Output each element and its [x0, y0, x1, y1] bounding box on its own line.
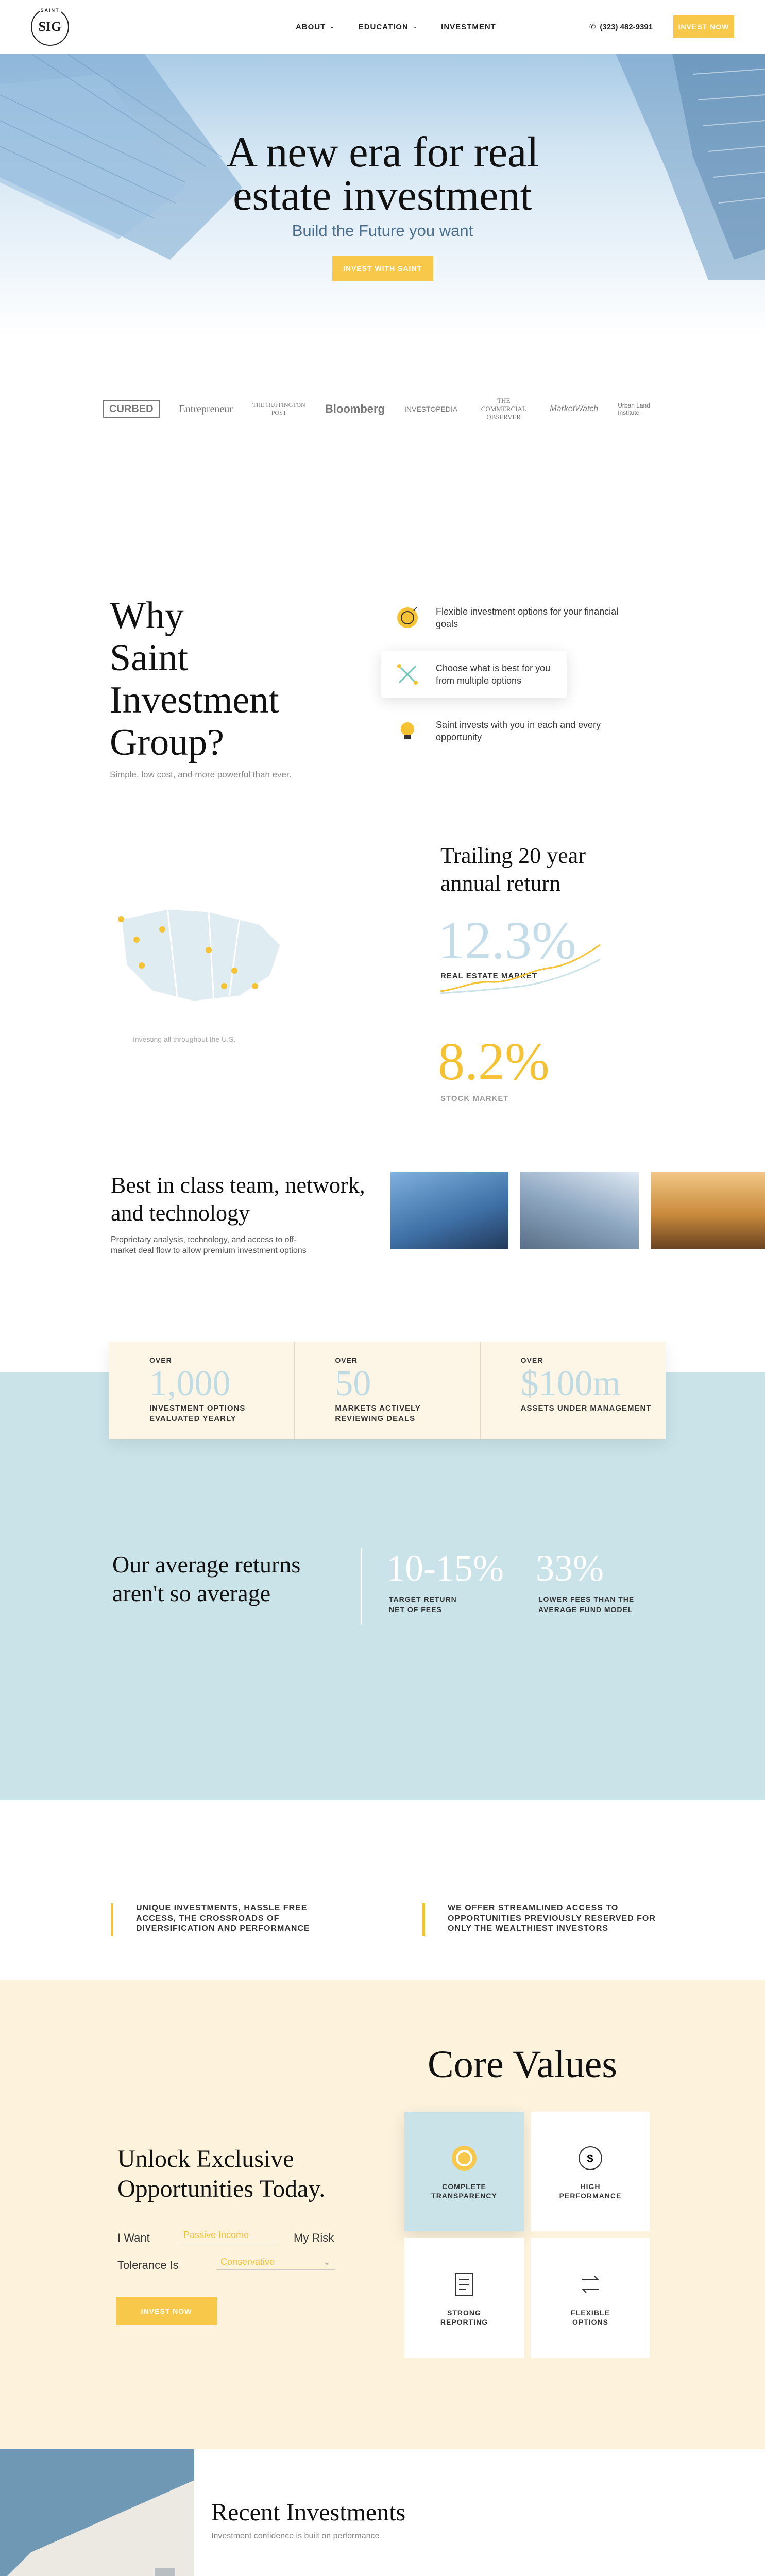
nav-investment[interactable]: INVESTMENT: [441, 22, 496, 31]
press-logos: [0, 337, 765, 481]
stock-return: 8.2%: [438, 1032, 550, 1091]
returns-title: Trailing 20 year annual return: [440, 843, 586, 896]
core-values-section: [0, 1980, 765, 2449]
logo[interactable]: [31, 8, 69, 46]
team-photo-1: [390, 1172, 508, 1249]
us-map-illustration: [106, 888, 291, 1022]
recent-subtitle: Investment confidence is built on performance: [211, 2532, 380, 2540]
core-title: Core Values: [428, 2043, 617, 2086]
tolerance-label: Tolerance Is: [117, 2259, 179, 2272]
chevron-down-icon: ⌄: [330, 24, 335, 30]
press-logo-investopedia: INVESTOPEDIA: [404, 405, 458, 413]
arrows-icon: [394, 660, 421, 688]
stock-label: STOCK MARKET: [440, 1094, 509, 1103]
why-section: [0, 481, 765, 811]
feature-saint-invests: Saint invests with you in each and every opportunity: [381, 708, 639, 754]
core-transparency[interactable]: COMPLETE TRANSPARENCY: [404, 2112, 524, 2231]
header-invest-button[interactable]: INVEST NOW: [673, 15, 734, 38]
dollar-icon: [575, 2143, 606, 2174]
real-estate-return: 12.3%: [438, 911, 576, 970]
returns-section: [0, 811, 765, 1172]
why-title: Why Saint Investment Group?: [110, 595, 279, 764]
access-left: UNIQUE INVESTMENTS, HASSLE FREE ACCESS, THE CROSSROADS OF DIVERSIFICATION AND PERFORMANCE: [111, 1903, 332, 1936]
team-photo-3: [651, 1172, 765, 1249]
my-risk-label: My Risk: [294, 2231, 334, 2244]
chevron-down-icon: ⌄: [322, 2257, 331, 2267]
logo-monogram: SIG: [38, 19, 62, 34]
i-want-label: I Want: [117, 2231, 150, 2244]
team-photo-2: [520, 1172, 639, 1249]
stats-card: [109, 1342, 666, 1439]
report-icon: [449, 2269, 480, 2300]
press-logo-uli: Urban Land Institute: [618, 402, 650, 416]
hero: [0, 54, 765, 337]
building-side-image: [0, 2449, 194, 2576]
core-performance[interactable]: $ HIGH PERFORMANCE: [531, 2112, 650, 2231]
nav-education[interactable]: EDUCATION ⌄: [358, 22, 418, 31]
core-flexible[interactable]: FLEXIBLE OPTIONS: [531, 2238, 650, 2358]
lower-fees: 33%: [536, 1548, 604, 1589]
coin-icon: [394, 604, 421, 632]
press-logo-bloomberg: Bloomberg: [325, 402, 385, 415]
phone-icon: ✆: [589, 23, 596, 31]
target-return-label: TARGET RETURN NET OF FEES: [389, 1595, 457, 1614]
risk-select[interactable]: Conservative ⌄: [216, 2255, 335, 2270]
unlock-title: Unlock Exclusive Opportunities Today.: [117, 2145, 326, 2202]
press-logo-curbed: CURBED: [103, 400, 160, 418]
header-phone[interactable]: ✆ (323) 482-9391: [589, 22, 653, 31]
hero-title: A new era for real estate investment: [226, 128, 539, 219]
main-nav: [296, 23, 496, 31]
feature-flexible: Flexible investment options for your financial goals: [381, 595, 639, 641]
unlock-invest-button[interactable]: INVEST NOW: [116, 2297, 217, 2325]
team-text: Proprietary analysis, technology, and access to off-market deal flow to allow premium investment options: [111, 1235, 307, 1255]
nav-about[interactable]: ABOUT ⌄: [296, 22, 335, 31]
press-logo-entrepreneur: Entrepreneur: [179, 403, 233, 415]
svg-text:$: $: [587, 2152, 594, 2165]
lower-fees-label: LOWER FEES THAN THE AVERAGE FUND MODEL: [538, 1595, 635, 1614]
hero-invest-button[interactable]: INVEST WITH SAINT: [332, 256, 433, 281]
site-header: [0, 0, 765, 54]
want-select[interactable]: Passive Income: [179, 2228, 277, 2243]
target-return: 10-15%: [386, 1548, 504, 1589]
access-section: [0, 1857, 765, 1980]
trend-line-chart: [440, 940, 605, 996]
logo-text: SAINT: [40, 8, 60, 13]
real-estate-label: REAL ESTATE MARKET: [440, 972, 538, 980]
access-right: WE OFFER STREAMLINED ACCESS TO OPPORTUNITIES PREVIOUSLY RESERVED FOR ONLY THE WEALTHIEST INVESTORS: [422, 1903, 670, 1936]
stat-markets: OVER 50 MARKETS ACTIVELY REVIEWING DEALS: [294, 1342, 480, 1439]
avg-title: Our average returns aren't so average: [112, 1551, 301, 1606]
hero-subtitle: Build the Future you want: [292, 222, 473, 240]
recent-title: Recent Investments: [211, 2499, 406, 2526]
map-caption: Investing all throughout the U.S.: [133, 1035, 236, 1043]
chevron-down-icon: ⌄: [412, 24, 418, 30]
lens-icon: [449, 2143, 480, 2174]
press-logo-commercial-observer: THE COMMERCIAL OBSERVER: [481, 397, 526, 421]
stat-assets: OVER $100m ASSETS UNDER MANAGEMENT: [480, 1342, 666, 1439]
divider: [361, 1548, 362, 1625]
recent-investments-section: [0, 2449, 765, 2576]
switch-icon: [575, 2269, 606, 2300]
stats-blue-wrapper: [0, 1342, 765, 1857]
press-logo-marketwatch: MarketWatch: [550, 404, 599, 413]
core-reporting[interactable]: STRONG REPORTING: [404, 2238, 524, 2358]
why-tagline: Simple, low cost, and more powerful than ever.: [110, 770, 292, 779]
team-section: [0, 1172, 765, 1342]
team-title: Best in class team, network, and technology: [111, 1173, 365, 1226]
feature-choose: Choose what is best for you from multiple options: [381, 651, 567, 698]
press-logo-huffington: THE HUFFINGTON POST: [252, 401, 305, 416]
stat-options: OVER 1,000 INVESTMENT OPTIONS EVALUATED YEARLY: [149, 1356, 246, 1423]
lightbulb-icon: [394, 717, 421, 745]
